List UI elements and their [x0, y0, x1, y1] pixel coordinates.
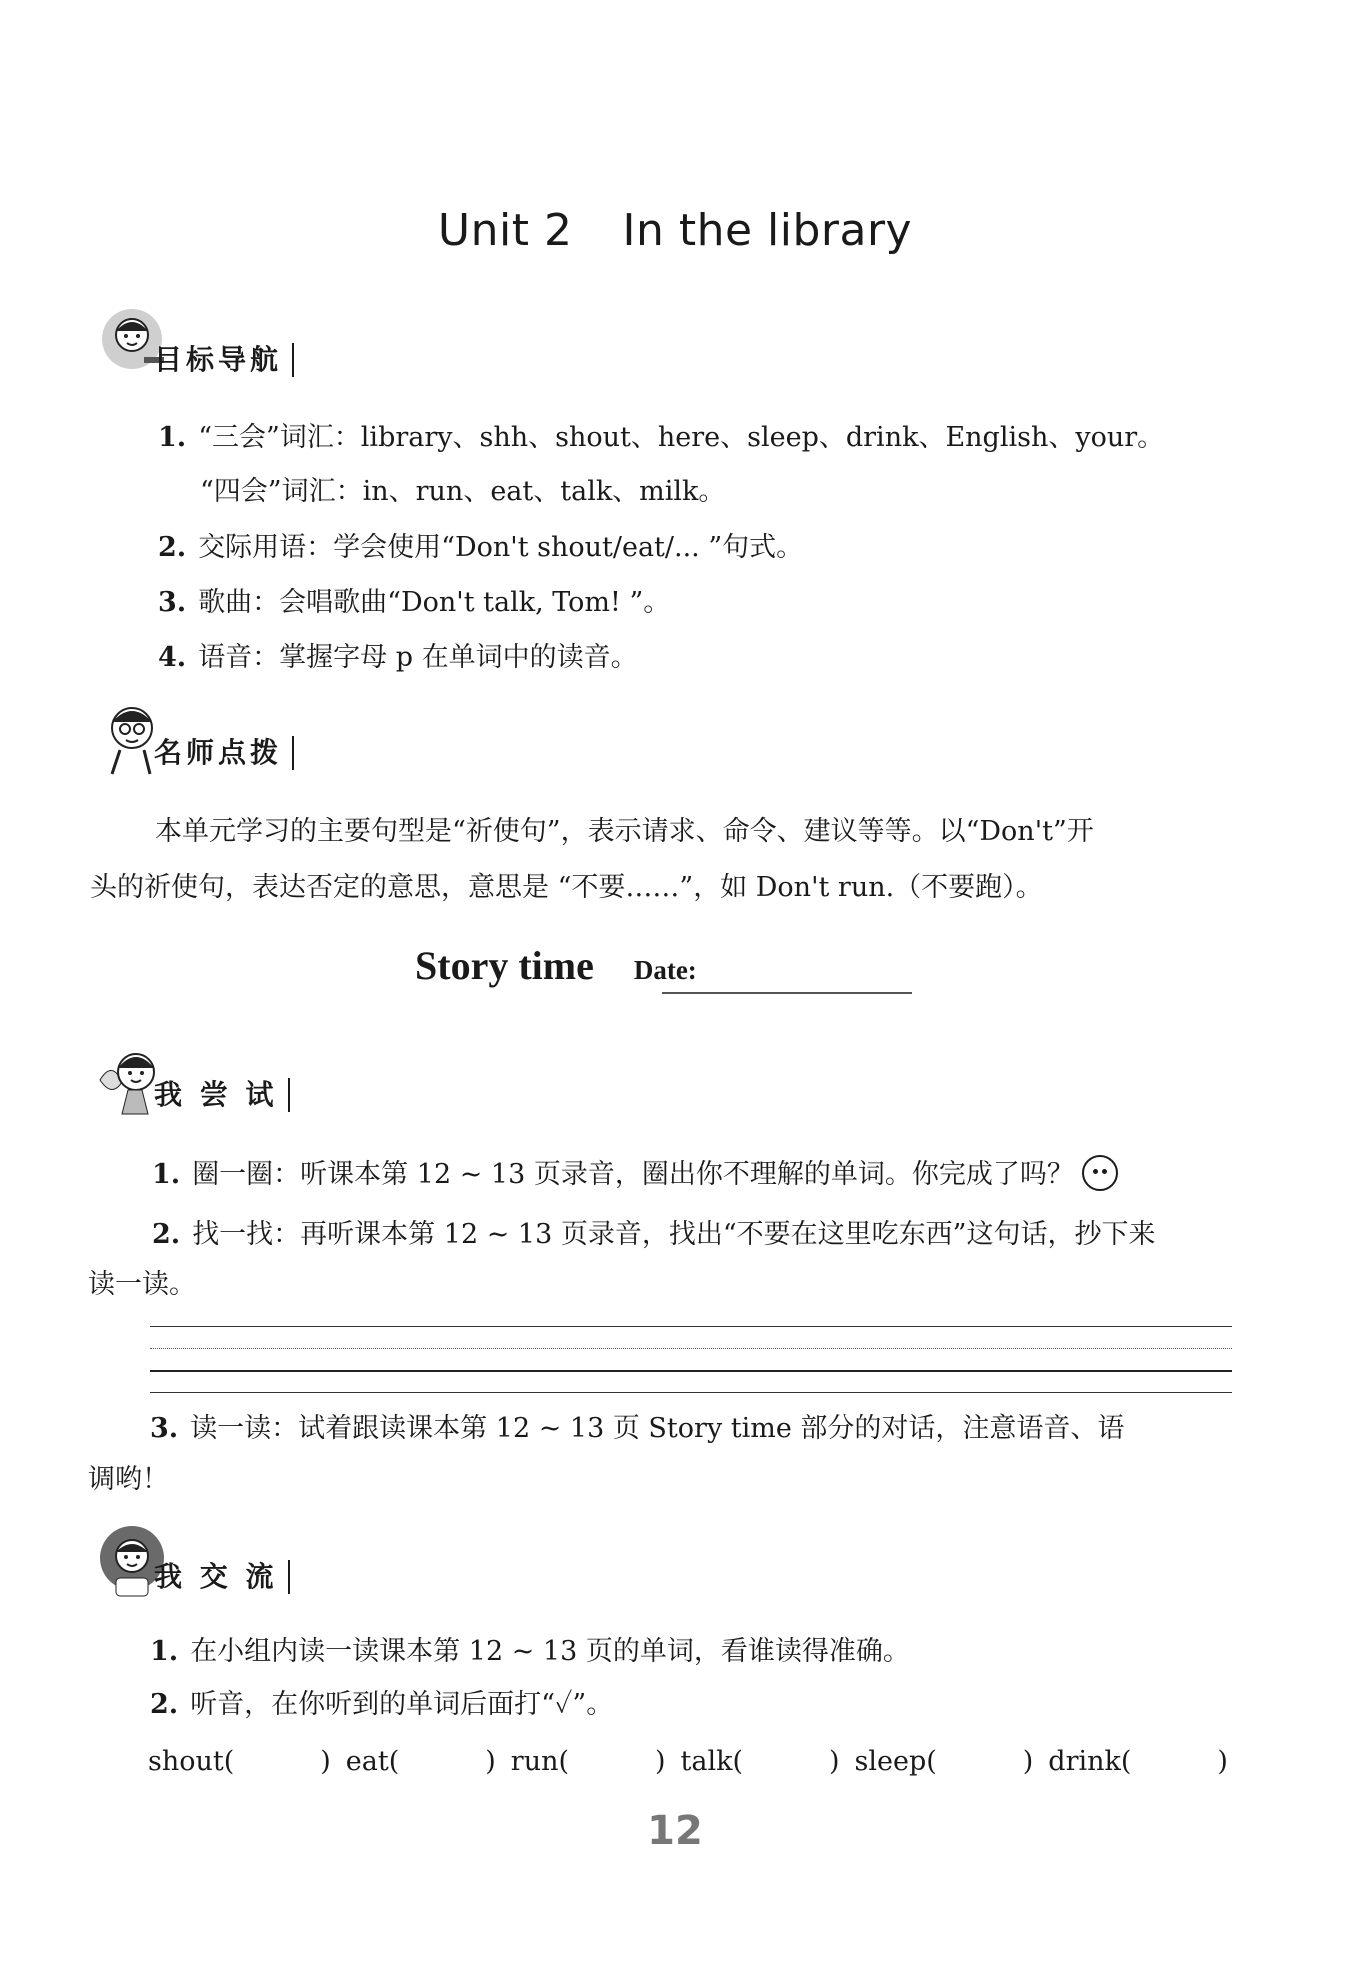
story-title: Story time — [415, 943, 594, 988]
goals-label: 目标导航 — [154, 343, 294, 377]
goal-item-1: 1. “三会”词汇：library、shh、shout、here、sleep、drink、English、your。 — [158, 422, 1165, 453]
writing-line-3[interactable] — [150, 1370, 1232, 1372]
unit-name: In the library — [622, 205, 913, 256]
goal-item-4: 4. 语音：掌握字母 p 在单词中的读音。 — [158, 642, 638, 673]
word-item-eat[interactable]: eat( ) — [345, 1746, 496, 1777]
exchange-question-1: 1. 在小组内读一读课本第 12 ~ 13 页的单词，看谁读得准确。 — [150, 1636, 910, 1667]
exchange-question-2: 2. 听音，在你听到的单词后面打“✓”。 — [150, 1689, 614, 1720]
page-number: 12 — [647, 1808, 703, 1854]
word-item-drink[interactable]: drink( ) — [1048, 1746, 1228, 1777]
word-item-run[interactable]: run( ) — [510, 1746, 666, 1777]
writing-line-2[interactable] — [150, 1348, 1232, 1349]
goal-item-1b: “四会”词汇：in、run、eat、talk、milk。 — [200, 476, 726, 507]
word-item-talk[interactable]: talk( ) — [680, 1746, 840, 1777]
try-label: 我 尝 试 — [154, 1078, 290, 1112]
tips-header — [92, 698, 332, 776]
writing-line-1[interactable] — [150, 1326, 1232, 1327]
word-item-sleep[interactable]: sleep( ) — [854, 1746, 1034, 1777]
date-field-line[interactable] — [662, 992, 912, 994]
tips-label: 名师点拨 — [154, 736, 294, 770]
try-question-2: 2. 找一找：再听课本第 12 ~ 13 页录音，找出“不要在这里吃东西”这句话，抄下来 — [152, 1219, 1156, 1250]
unit-number: Unit 2 — [437, 205, 573, 256]
writing-line-4[interactable] — [150, 1392, 1232, 1393]
goal-item-3: 3. 歌曲：会唱歌曲“Don't talk, Tom! ”。 — [158, 587, 671, 618]
story-time-heading — [415, 942, 697, 989]
tips-paragraph-line-1: 本单元学习的主要句型是“祈使句”，表示请求、命令、建议等等。以“Don't”开 — [155, 816, 1094, 847]
try-question-3-line-2: 调哟！ — [88, 1464, 169, 1495]
date-label: Date: — [633, 955, 697, 985]
tips-paragraph-line-2: 头的祈使句，表达否定的意思，意思是 “不要……”，如 Don't run.（不要跑）。 — [90, 872, 1043, 903]
try-header — [92, 1040, 322, 1118]
goals-header — [92, 305, 332, 383]
exchange-label: 我 交 流 — [154, 1560, 290, 1594]
goal-item-2: 2. 交际用语：学会使用“Don't shout/eat/... ”句式。 — [158, 532, 804, 563]
smiley-face-icon[interactable] — [1082, 1155, 1118, 1191]
word-checklist — [148, 1746, 1228, 1777]
try-question-3: 3. 读一读：试着跟读课本第 12 ~ 13 页 Story time 部分的对话，注意语音、语 — [150, 1413, 1125, 1444]
word-item-shout[interactable]: shout( ) — [148, 1746, 331, 1777]
unit-title — [0, 205, 1350, 256]
exchange-header — [92, 1522, 312, 1600]
try-question-1: 1. 圈一圈：听课本第 12 ~ 13 页录音，圈出你不理解的单词。你完成了吗？ — [152, 1155, 1118, 1195]
try-question-2-line-2: 读一读。 — [88, 1269, 196, 1300]
